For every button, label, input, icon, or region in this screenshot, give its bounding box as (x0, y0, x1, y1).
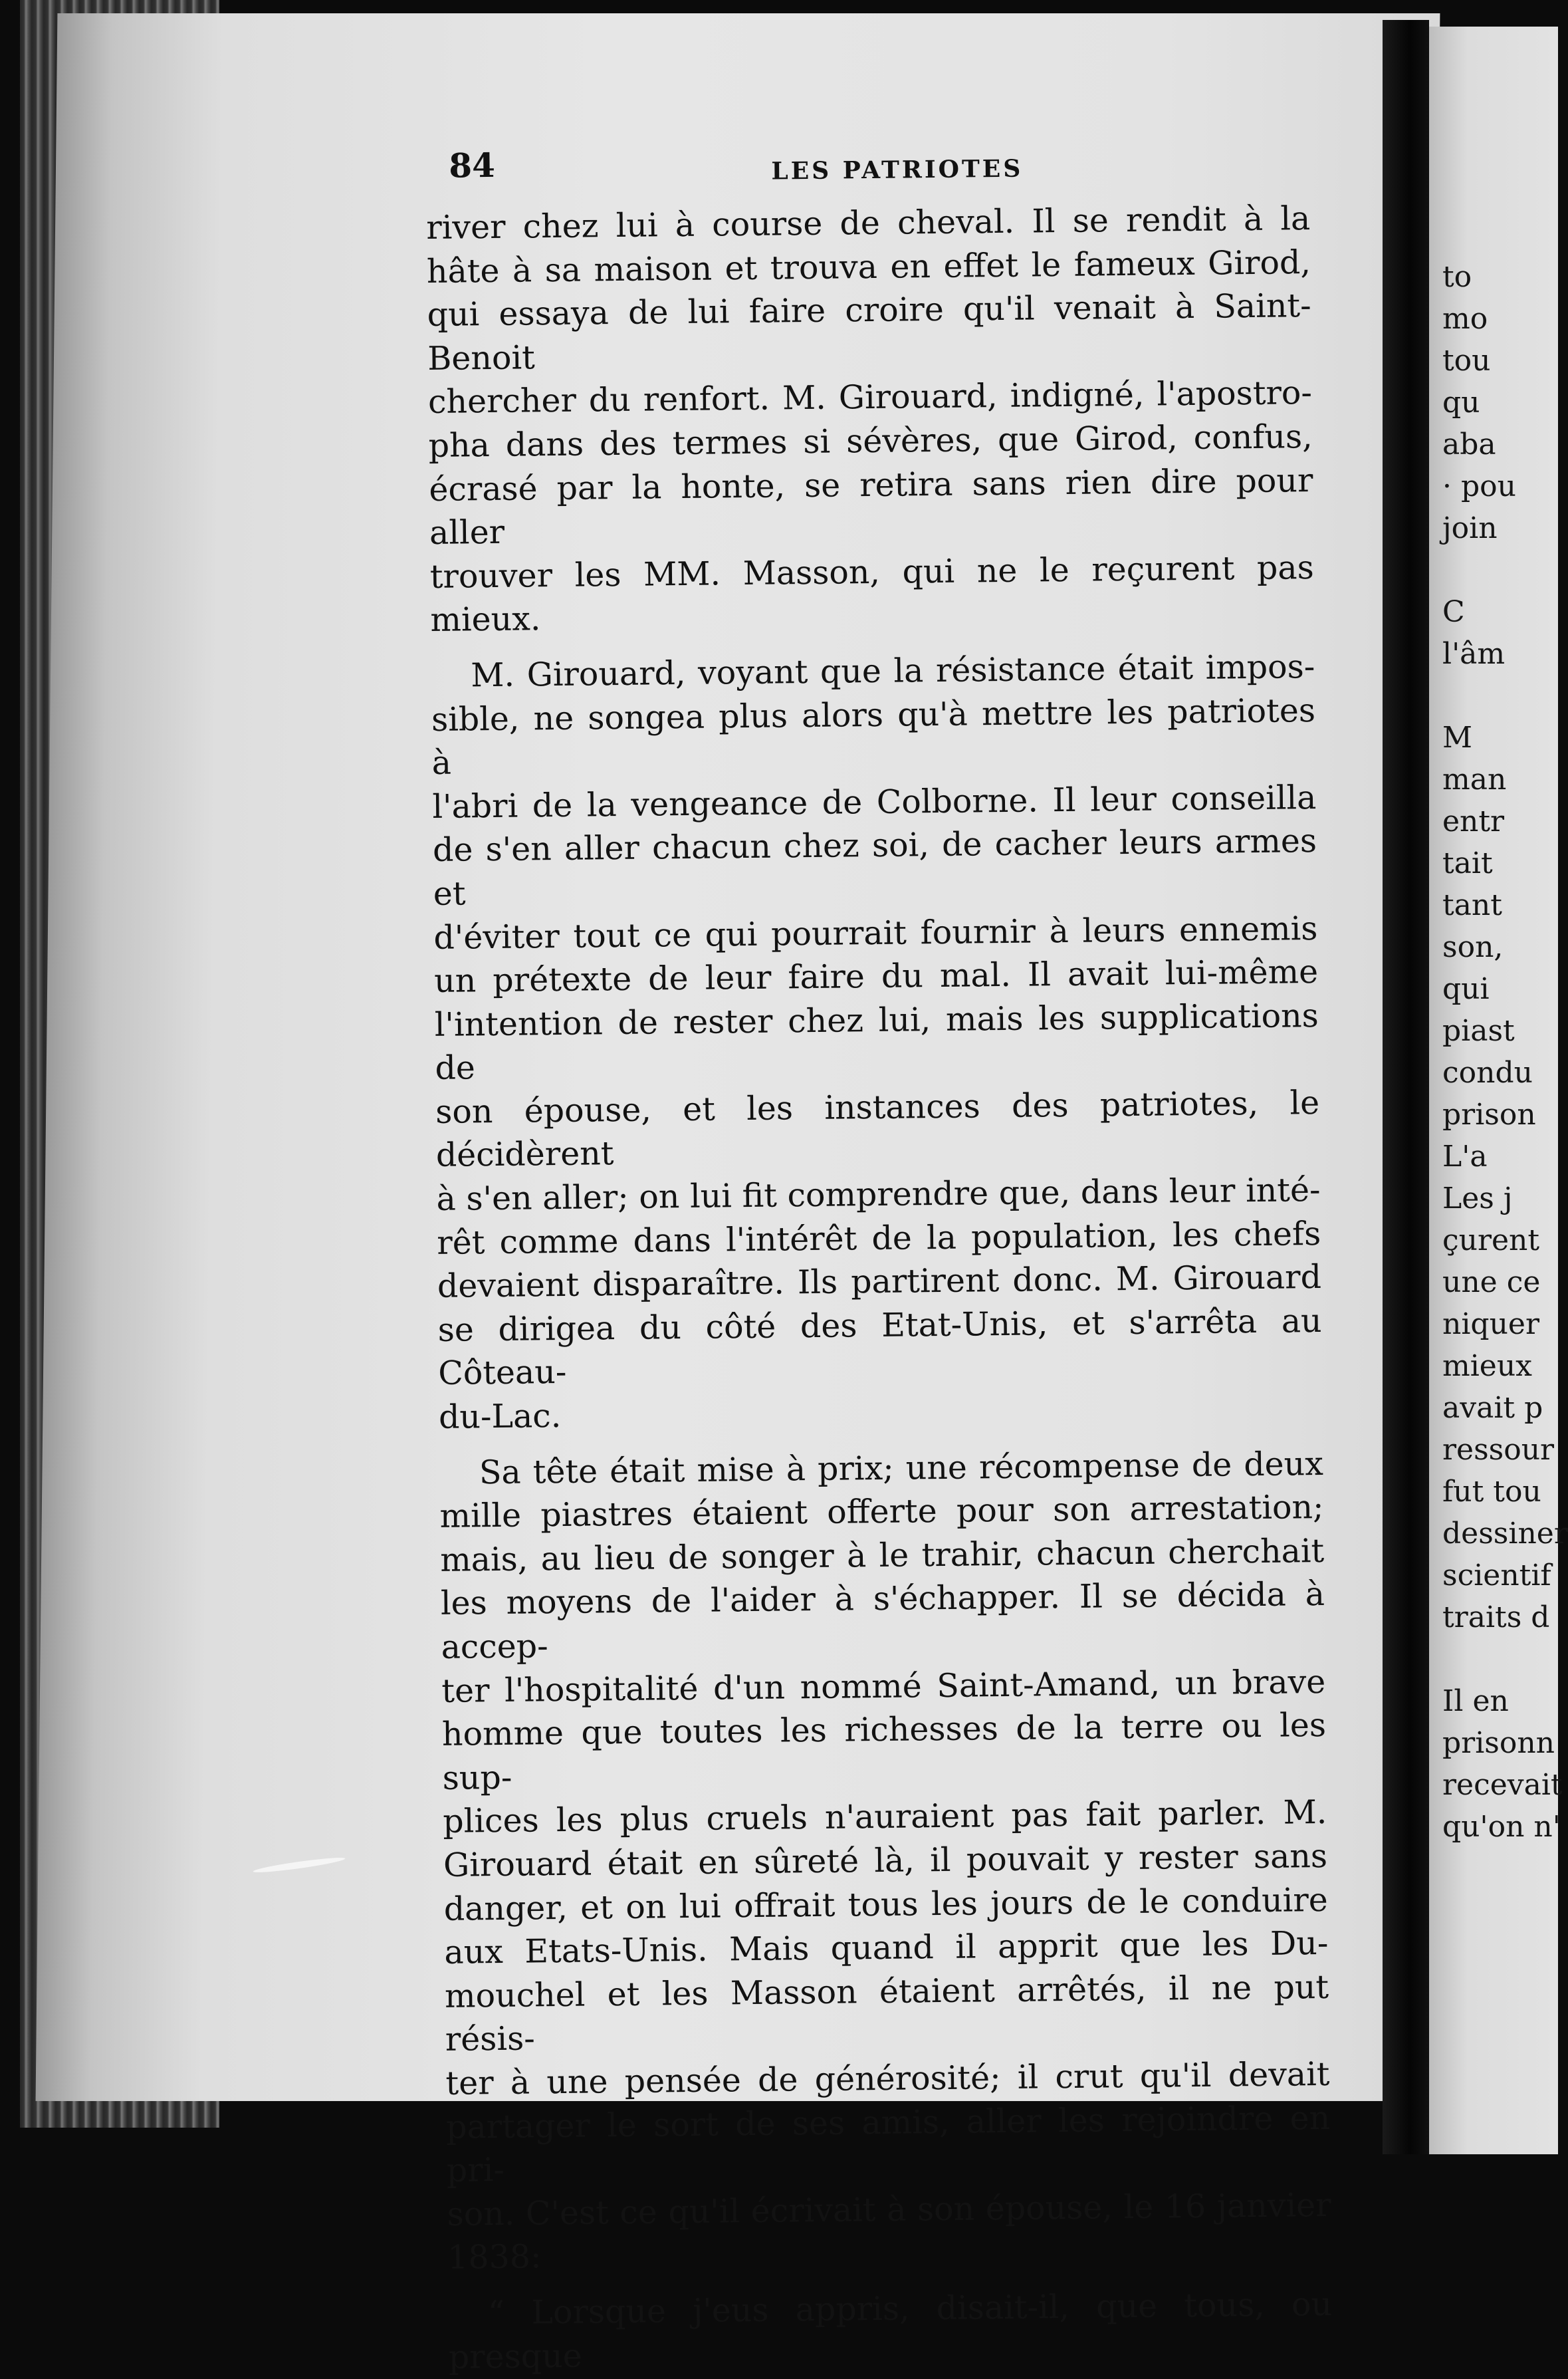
facing-text-line: mo (1442, 302, 1488, 336)
facing-text-line: tant (1442, 888, 1502, 922)
facing-text-line: dessiner (1442, 1517, 1568, 1551)
text-line: plices les plus cruels n'auraient pas fait parler. M. (443, 1793, 1327, 1841)
text-line: aux Etats-Unis. Mais quand il apprit que les Du- (444, 1924, 1329, 1972)
paragraph (426, 197, 1315, 642)
book-gutter (1383, 20, 1429, 2154)
text-line: à s'en aller; on lui fit comprendre que, dans leur inté- (436, 1171, 1321, 1218)
facing-text-line: entr (1442, 805, 1505, 838)
facing-text-line: tou (1442, 344, 1491, 378)
facing-text-line: Il en (1442, 1684, 1509, 1718)
facing-text-line: avait p (1442, 1391, 1543, 1425)
text-line: partager le sort de ses amis, aller les rejoindre en pri- (445, 2098, 1331, 2190)
facing-text-line: Les j (1442, 1182, 1513, 1215)
page-number: 84 (448, 145, 496, 186)
text-line: Sa tête était mise à prix; une récompense de deux (479, 1444, 1324, 1491)
text-line: ter l'hospitalité d'un nommé Saint-Amand, un brave (441, 1662, 1326, 1710)
facing-text-line: mieux (1442, 1349, 1532, 1383)
text-line: qui essaya de lui faire croire qu'il venait à Saint-Benoit (427, 287, 1311, 378)
facing-text-line: ressour (1442, 1433, 1555, 1467)
facing-page-text (1442, 256, 1568, 1848)
text-line: pha dans des termes si sévères, que Girod, confus, (428, 418, 1313, 465)
text-line: écrasé par la honte, se retira sans rien dire pour aller (429, 461, 1313, 553)
text-line: danger, et on lui offrait tous les jours de le conduire (443, 1880, 1328, 1928)
text-line: ter à une pensée de générosité; il crut qu'il devait (445, 2055, 1330, 2102)
text-line: un prétexte de leur faire du mal. Il avait lui-même (433, 953, 1319, 1001)
paragraph (448, 2283, 1333, 2379)
text-line: l'abri de la vengeance de Colborne. Il leur conseilla (432, 778, 1317, 826)
body-text (426, 197, 1333, 2379)
text-line: Girouard était en sûreté là, il pouvait y rester sans (443, 1836, 1328, 1884)
text-line: M. Girouard, voyant que la résistance était impos- (471, 647, 1315, 695)
facing-text-line: condu (1442, 1056, 1533, 1090)
facing-text-line: to (1442, 260, 1472, 294)
text-line: du-Lac. (438, 1396, 562, 1436)
text-line: mille piastres étaient offerte pour son arrestation; (439, 1488, 1324, 1536)
facing-text-line (1442, 675, 1558, 717)
text-line: l'intention de rester chez lui, mais les supplications de (434, 996, 1319, 1088)
running-title: LES PATRIOTES (771, 154, 1024, 186)
text-line: mais, au lieu de songer à le trahir, chacun cherchait (439, 1531, 1325, 1579)
facing-text-line: recevait (1442, 1768, 1563, 1802)
facing-text-line: çurent (1442, 1223, 1540, 1257)
text-line: sible, ne songea plus alors qu'à mettre les patriotes à (431, 691, 1316, 783)
text-line: d'éviter tout ce qui pourrait fournir à leurs ennemis (433, 909, 1318, 957)
text-line: mouchel et les Masson étaient arrêtés, il ne put résis- (444, 1967, 1329, 2059)
facing-text-line: son, (1442, 930, 1504, 964)
facing-text-line: qu'on n' (1442, 1810, 1561, 1844)
facing-text-line: M (1442, 721, 1473, 755)
text-line: trouver les MM. Masson, qui ne le reçurent pas mieux. (429, 548, 1315, 640)
paragraph (431, 645, 1323, 1440)
facing-text-line: join (1442, 511, 1498, 545)
facing-text-line: · pou (1442, 469, 1516, 503)
text-line: se dirigea du côté des Etat-Unis, et s'arrêta au Côteau- (437, 1301, 1322, 1393)
text-line: hâte à sa maison et trouva en effet le fameux Girod, (426, 243, 1311, 291)
text-line: devaient disparaître. Ils partirent donc. M. Girouard (437, 1258, 1322, 1306)
paragraph (439, 1442, 1332, 2280)
text-line: chercher du renfort. M. Girouard, indigné, l'apostro- (427, 374, 1313, 422)
facing-text-line (1442, 549, 1558, 591)
left-page-text (425, 137, 1333, 2379)
text-line: homme que toutes les richesses de la terre ou les sup- (441, 1706, 1327, 1797)
facing-text-line: traits d (1442, 1600, 1550, 1634)
facing-text-line (1442, 1638, 1558, 1680)
facing-text-line: aba (1442, 428, 1496, 461)
text-line: “ Lorsque j'eus appris, disait-il, que tous, ou presque (448, 2285, 1333, 2376)
text-line: 1838: (447, 2237, 542, 2277)
facing-text-line: man (1442, 763, 1507, 797)
text-line: river chez lui à course de cheval. Il se rendit à la (425, 199, 1311, 247)
facing-text-line: fut tou (1442, 1475, 1541, 1509)
facing-text-line: une ce (1442, 1265, 1541, 1299)
running-head (425, 137, 1310, 206)
facing-text-line: prisonn (1442, 1726, 1555, 1760)
text-line: son. C'est ce qu'il écrivait à son épouse, le 16 janvier (447, 2186, 1331, 2233)
facing-text-line: scientif (1442, 1559, 1551, 1592)
facing-text-line: C (1442, 595, 1465, 629)
facing-text-line: niquer (1442, 1307, 1539, 1341)
text-line: rêt comme dans l'intérêt de la population, les chefs (436, 1214, 1321, 1262)
facing-text-line: tait (1442, 846, 1493, 880)
facing-text-line: l'âm (1442, 637, 1506, 671)
facing-text-line: piast (1442, 1014, 1515, 1048)
facing-text-line: L'a (1442, 1140, 1488, 1174)
facing-text-line: qu (1442, 386, 1480, 420)
facing-text-line: qui (1442, 972, 1490, 1006)
facing-text-line: prison (1442, 1098, 1536, 1132)
text-line: les moyens de l'aider à s'échapper. Il se décida à accep- (440, 1575, 1325, 1666)
text-line: son épouse, et les instances des patriotes, le décidèrent (435, 1083, 1320, 1175)
text-line: de s'en aller chacun chez soi, de cacher leurs armes et (432, 822, 1317, 913)
